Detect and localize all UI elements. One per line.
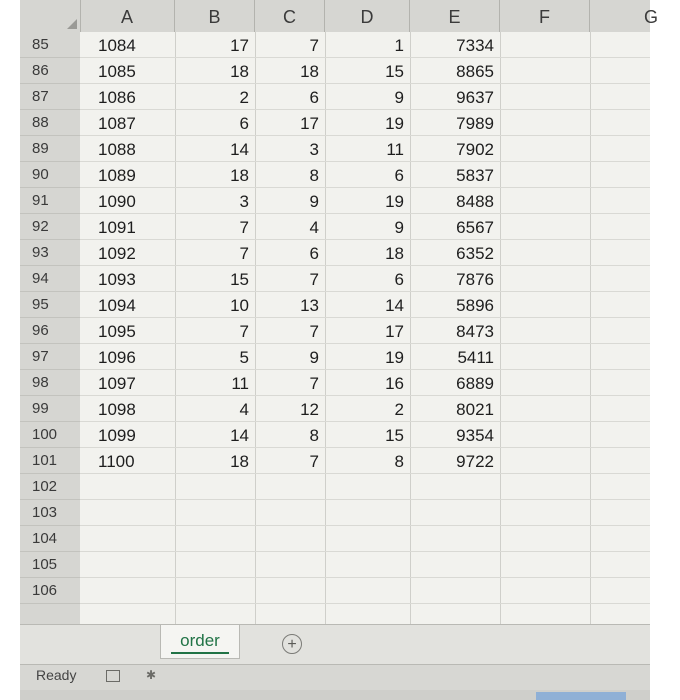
- cell-b[interactable]: 14: [230, 140, 249, 159]
- table-row: [80, 110, 650, 136]
- table-row: [80, 526, 650, 552]
- cell-e[interactable]: 6889: [456, 374, 494, 393]
- cell-e[interactable]: 8021: [456, 400, 494, 419]
- cell-e[interactable]: 9722: [456, 452, 494, 471]
- row-number[interactable]: 92: [20, 214, 80, 240]
- cell-e[interactable]: 5411: [457, 348, 494, 367]
- cell-e[interactable]: 8473: [456, 322, 494, 341]
- cell-c[interactable]: [255, 552, 325, 578]
- table-row: [80, 32, 650, 58]
- cell-b[interactable]: [175, 526, 255, 552]
- cell-e[interactable]: 9354: [456, 426, 494, 445]
- cell-a[interactable]: 1091: [98, 218, 136, 237]
- table-row: [80, 188, 650, 214]
- cell-c[interactable]: 8: [309, 166, 319, 185]
- active-tab-indicator: [171, 652, 229, 654]
- cell-c[interactable]: 7: [309, 270, 319, 289]
- select-all-button[interactable]: [20, 0, 81, 32]
- column-header-b[interactable]: B: [175, 0, 255, 32]
- cell-e[interactable]: [410, 500, 500, 526]
- row-number[interactable]: 94: [20, 266, 80, 292]
- cell-a[interactable]: [80, 552, 175, 578]
- column-header-d[interactable]: D: [325, 0, 410, 32]
- cell-a[interactable]: 1090: [98, 192, 136, 211]
- cell-b[interactable]: 17: [230, 36, 249, 55]
- cell-c[interactable]: 13: [300, 296, 319, 315]
- row-number[interactable]: 96: [20, 318, 80, 344]
- cell-a[interactable]: [80, 578, 175, 604]
- spreadsheet-window: [20, 0, 659, 690]
- column-header-c[interactable]: C: [255, 0, 325, 32]
- table-row: [80, 422, 650, 448]
- row-number[interactable]: 88: [20, 110, 80, 136]
- cell-a[interactable]: 1087: [98, 114, 136, 133]
- row-number[interactable]: 104: [20, 526, 80, 552]
- column-header-g[interactable]: G: [644, 7, 659, 27]
- table-row: [80, 500, 650, 526]
- cell-c[interactable]: [255, 500, 325, 526]
- table-row: [80, 578, 650, 604]
- cell-b[interactable]: 7: [239, 322, 249, 341]
- table-row: [80, 214, 650, 240]
- cell-b[interactable]: 18: [230, 452, 249, 471]
- cell-e[interactable]: 7334: [456, 36, 494, 55]
- cell-a[interactable]: [80, 526, 175, 552]
- scroll-indicator: [536, 692, 626, 700]
- cell-grid[interactable]: [80, 32, 650, 624]
- cell-e[interactable]: 7989: [456, 114, 494, 133]
- cell-d[interactable]: 14: [385, 296, 404, 315]
- cell-a[interactable]: [80, 500, 175, 526]
- cell-a[interactable]: 1098: [98, 400, 136, 419]
- cell-c[interactable]: 7: [309, 374, 319, 393]
- row-number[interactable]: 98: [20, 370, 80, 396]
- cell-d[interactable]: 15: [385, 426, 404, 445]
- cell-c[interactable]: [255, 474, 325, 500]
- cell-b[interactable]: 6: [239, 114, 249, 133]
- cell-d[interactable]: 16: [385, 374, 404, 393]
- cell-a[interactable]: 1086: [98, 88, 136, 107]
- row-number[interactable]: 97: [20, 344, 80, 370]
- cell-a[interactable]: 1096: [98, 348, 136, 367]
- table-row: [80, 370, 650, 396]
- cell-c[interactable]: [255, 526, 325, 552]
- cell-b[interactable]: 5: [239, 348, 249, 367]
- cell-a[interactable]: 1089: [98, 166, 136, 185]
- cell-e[interactable]: [410, 526, 500, 552]
- cell-c[interactable]: 12: [300, 400, 319, 419]
- cell-b[interactable]: 3: [239, 192, 249, 211]
- table-row: [80, 292, 650, 318]
- table-row: [80, 162, 650, 188]
- cell-c[interactable]: 3: [309, 140, 319, 159]
- cell-d[interactable]: [325, 500, 410, 526]
- cell-c[interactable]: 8: [309, 426, 319, 445]
- table-row: [80, 448, 650, 474]
- cell-b[interactable]: [175, 552, 255, 578]
- cell-a[interactable]: 1084: [98, 36, 136, 55]
- cell-d[interactable]: 9: [394, 218, 404, 237]
- cell-a[interactable]: 1097: [98, 374, 136, 393]
- cell-d[interactable]: 8: [394, 452, 404, 471]
- cell-b[interactable]: [175, 474, 255, 500]
- column-header-f[interactable]: F: [500, 0, 590, 32]
- cell-d[interactable]: 17: [385, 322, 404, 341]
- cell-c[interactable]: 9: [309, 348, 319, 367]
- cell-b[interactable]: 2: [239, 88, 249, 107]
- sheet-tab-label: order: [180, 631, 220, 650]
- cell-e[interactable]: 8865: [456, 62, 494, 81]
- cell-d[interactable]: 11: [386, 140, 404, 159]
- cell-c[interactable]: 9: [309, 192, 319, 211]
- cell-a[interactable]: 1095: [98, 322, 136, 341]
- cell-d[interactable]: 15: [385, 62, 404, 81]
- cell-c[interactable]: 4: [309, 218, 319, 237]
- cell-a[interactable]: [80, 474, 175, 500]
- page-view-icon[interactable]: [106, 670, 120, 682]
- cell-b[interactable]: 7: [239, 218, 249, 237]
- cell-e[interactable]: 6352: [456, 244, 494, 263]
- cell-b[interactable]: 14: [230, 426, 249, 445]
- select-all-icon: [67, 19, 77, 29]
- table-row: [80, 84, 650, 110]
- cell-e[interactable]: 6567: [456, 218, 494, 237]
- row-number[interactable]: 105: [20, 552, 80, 578]
- cell-a[interactable]: 1100: [98, 452, 135, 471]
- table-row: [80, 240, 650, 266]
- cell-d[interactable]: 18: [385, 244, 404, 263]
- table-row: [80, 474, 650, 500]
- add-sheet-button[interactable]: [282, 634, 302, 654]
- cell-e[interactable]: [410, 552, 500, 578]
- row-number[interactable]: 89: [20, 136, 80, 162]
- cell-e[interactable]: 5896: [456, 296, 494, 315]
- table-row: [80, 58, 650, 84]
- cell-d[interactable]: 6: [394, 166, 404, 185]
- cell-e[interactable]: 7876: [456, 270, 494, 289]
- table-row: [80, 136, 650, 162]
- cell-d[interactable]: 19: [385, 192, 404, 211]
- row-number[interactable]: 85: [20, 32, 80, 58]
- cell-c[interactable]: 7: [309, 322, 319, 341]
- sheet-tab-order[interactable]: [160, 625, 240, 659]
- row-number[interactable]: 90: [20, 162, 80, 188]
- cell-a[interactable]: 1093: [98, 270, 136, 289]
- row-number[interactable]: 93: [20, 240, 80, 266]
- cell-c[interactable]: 6: [309, 88, 319, 107]
- cell-b[interactable]: 11: [231, 374, 249, 393]
- cell-b[interactable]: 10: [230, 296, 249, 315]
- row-number[interactable]: 86: [20, 58, 80, 84]
- row-number[interactable]: 101: [20, 448, 80, 474]
- column-header-bar: [20, 0, 659, 33]
- cell-d[interactable]: [325, 526, 410, 552]
- column-header-a[interactable]: A: [80, 0, 175, 32]
- row-number[interactable]: 99: [20, 396, 80, 422]
- table-row: [80, 344, 650, 370]
- plus-icon: +: [287, 636, 297, 653]
- cell-b[interactable]: 7: [239, 244, 249, 263]
- cell-b[interactable]: [175, 578, 255, 604]
- status-bar: [20, 664, 650, 691]
- cell-a[interactable]: 1092: [98, 244, 136, 263]
- table-row: [80, 266, 650, 292]
- accessibility-icon[interactable]: ✱: [146, 668, 157, 682]
- row-number[interactable]: 95: [20, 292, 80, 318]
- row-number[interactable]: 106: [20, 578, 80, 604]
- cell-c[interactable]: 7: [309, 36, 319, 55]
- cell-e[interactable]: [410, 474, 500, 500]
- row-number[interactable]: 87: [20, 84, 80, 110]
- row-header-bar: [20, 32, 81, 624]
- cell-d[interactable]: [325, 552, 410, 578]
- table-row: [80, 318, 650, 344]
- cell-c[interactable]: 18: [300, 62, 319, 81]
- cell-a[interactable]: 1094: [98, 296, 136, 315]
- cell-e[interactable]: [410, 578, 500, 604]
- cell-c[interactable]: [255, 578, 325, 604]
- cell-a[interactable]: 1099: [98, 426, 136, 445]
- cell-b[interactable]: 15: [230, 270, 249, 289]
- row-number[interactable]: 103: [20, 500, 80, 526]
- cell-d[interactable]: [325, 578, 410, 604]
- cell-c[interactable]: 17: [300, 114, 319, 133]
- cell-e[interactable]: 7902: [456, 140, 494, 159]
- cell-d[interactable]: 1: [394, 36, 404, 55]
- table-row: [80, 396, 650, 422]
- cell-e[interactable]: 8488: [456, 192, 494, 211]
- cell-e[interactable]: 5837: [456, 166, 494, 185]
- cell-b[interactable]: 18: [230, 166, 249, 185]
- cell-d[interactable]: 19: [385, 114, 404, 133]
- row-number[interactable]: 100: [20, 422, 80, 448]
- cell-a[interactable]: 1085: [98, 62, 136, 81]
- cell-b[interactable]: 4: [239, 400, 249, 419]
- status-text: Ready: [36, 667, 77, 683]
- cell-d[interactable]: [325, 474, 410, 500]
- sheet-tab-bar: [20, 624, 650, 665]
- cell-c[interactable]: 6: [309, 244, 319, 263]
- cell-d[interactable]: 9: [394, 88, 404, 107]
- cell-a[interactable]: 1088: [98, 140, 136, 159]
- table-row: [80, 552, 650, 578]
- row-number[interactable]: 91: [20, 188, 80, 214]
- cell-c[interactable]: 7: [309, 452, 319, 471]
- cell-d[interactable]: 19: [385, 348, 404, 367]
- cell-b[interactable]: 18: [230, 62, 249, 81]
- cell-d[interactable]: 2: [394, 400, 404, 419]
- cell-e[interactable]: 9637: [456, 88, 494, 107]
- cell-b[interactable]: [175, 500, 255, 526]
- column-header-e[interactable]: E: [410, 0, 500, 32]
- row-number[interactable]: 102: [20, 474, 80, 500]
- cell-d[interactable]: 6: [394, 270, 404, 289]
